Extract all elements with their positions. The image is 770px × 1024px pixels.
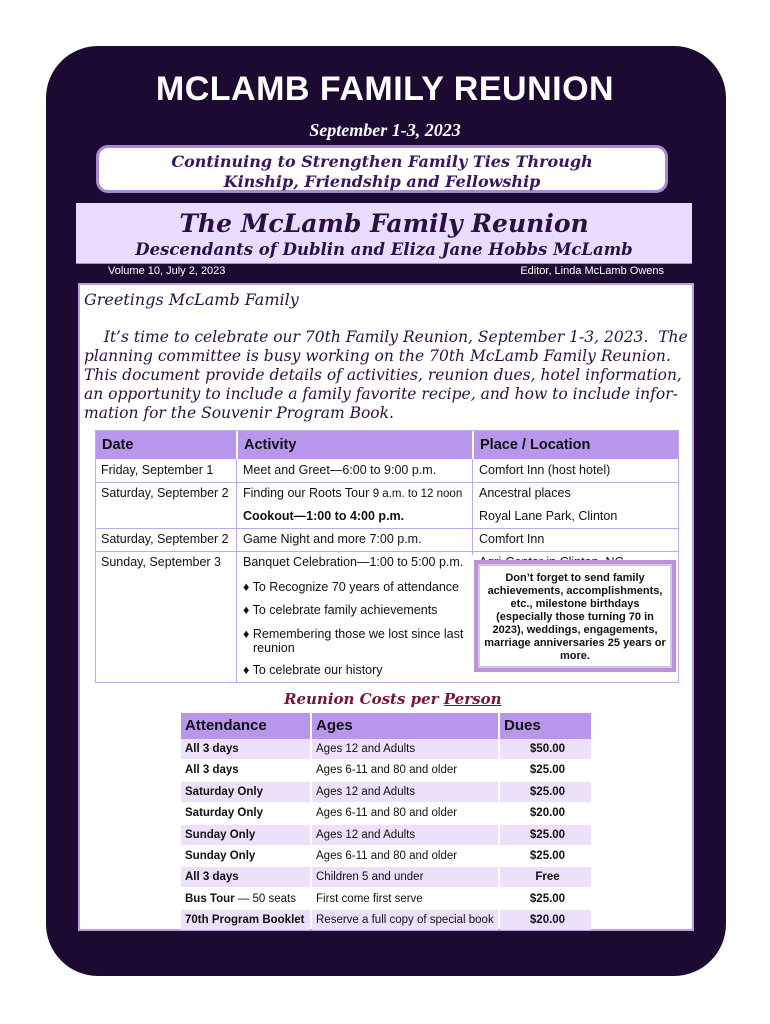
col-header-date: Date [96,431,236,459]
cost-ages: Ages 12 and Adults [312,825,498,845]
cost-ages: Ages 6-11 and 80 and older [316,764,458,777]
table-row [181,867,591,888]
reminder-note: Don’t forget to send family achievements, accomplishments, etc., milestone birthdays (especially those turning 70 in 2023), weddings, engagements, marriage anniversaries 25 years or more. [474,560,676,672]
cost-dues: $25.00 [529,850,566,862]
editor-info: Editor, Linda McLamb Owens [520,265,664,277]
costs-title [284,690,501,708]
cost-attendance: Sunday Only [185,850,256,862]
table-cell: Comfort Inn [479,532,545,546]
costs-title-person: Person [443,690,502,708]
table-row [181,760,591,781]
col-header-dues: Dues [500,713,591,739]
col-header-place: Place / Location [474,431,678,459]
cost-dues: $25.00 [500,782,591,802]
intro-line: mation for the Souvenir Program Book. [84,404,394,422]
col-divider [236,459,237,683]
cost-attendance: Saturday Only [181,782,310,802]
intro-line: planning committee is busy working on the 70th McLamb Family Reunion. [84,347,671,365]
cost-ages: First come first serve [316,892,423,905]
col-header-ages: Ages [312,713,498,739]
row-divider [237,528,678,529]
cost-attendance: 70th Program Booklet [181,910,310,930]
cost-attendance: All 3 days [181,867,310,887]
costs-title-text: Reunion Costs per [284,690,444,708]
col-header-activity: Activity [238,431,472,459]
cost-dues: $20.00 [529,807,566,820]
volume-info: Volume 10, July 2, 2023 [108,265,226,277]
table-cell: Comfort Inn (host hotel) [479,463,611,477]
table-cell: Friday, September 1 [101,463,214,477]
cost-dues: $25.00 [500,825,591,845]
table-cell: Banquet Celebration—1:00 to 5:00 p.m. [243,555,464,569]
cost-dues: $20.00 [500,910,591,930]
banquet-item: ♦ To celebrate our history [243,663,383,677]
intro-line: This document provide details of activities, reunion dues, hotel information, [84,366,682,384]
cost-ages: Ages 12 and Adults [312,739,498,759]
masthead [76,203,692,264]
banquet-item: ♦ To celebrate family achievements [243,603,438,617]
bus-tour-seats: — 50 seats [234,892,296,905]
intro-line: an opportunity to include a family favorite recipe, and how to include infor- [84,385,678,403]
table-cell: Saturday, September 2 [101,532,229,546]
cost-ages: Ages 6-11 and 80 and older [316,807,458,820]
intro-paragraph [84,328,690,423]
masthead-subtitle: Descendants of Dublin and Eliza Jane Hobbs McLamb [135,240,633,259]
col-header-attendance: Attendance [181,713,310,739]
row-divider [96,551,678,552]
table-cell-highlight: Cookout—1:00 to 4:00 p.m. [243,509,405,523]
cost-attendance: Sunday Only [181,825,310,845]
row-divider [96,528,236,529]
cost-ages: Ages 12 and Adults [312,782,498,802]
table-cell: Game Night and more 7:00 p.m. [243,532,422,546]
row-divider [96,482,678,483]
cost-attendance: All 3 days [185,764,239,777]
table-cell: Saturday, September 2 [101,486,229,500]
table-cell: Ancestral places [479,486,571,500]
masthead-title: The McLamb Family Reunion [179,209,589,238]
cost-ages: Reserve a full copy of special book [312,910,498,930]
table-cell: Meet and Greet—6:00 to 9:00 p.m. [243,463,437,477]
activity-time: 9 a.m. to 12 noon [372,488,463,500]
table-cell [238,486,472,500]
banquet-item: ♦ Remembering those we lost since last [243,627,464,641]
bus-tour-label: Bus Tour [185,892,235,905]
cost-ages: Children 5 and under [312,867,498,887]
tagline-box [96,145,668,193]
cost-attendance: All 3 days [181,739,310,759]
table-row [181,782,591,803]
table-cell: Royal Lane Park, Clinton [479,509,618,523]
col-divider [472,459,473,555]
banquet-item: reunion [253,641,295,655]
cost-dues: $25.00 [529,764,566,777]
table-row [181,910,591,931]
intro-line: It’s time to celebrate our 70th Family Reunion, September 1-3, 2023. The [84,328,688,346]
table-cell: Sunday, September 3 [101,555,221,569]
event-dates: September 1-3, 2023 [309,120,461,140]
table-row [181,739,591,760]
cost-dues: $25.00 [529,892,566,905]
tagline-line-1: Continuing to Strengthen Family Ties Through [171,152,593,171]
greeting: Greetings McLamb Family [84,290,299,309]
activity-name: Finding our Roots Tour [243,486,370,500]
cost-attendance: Saturday Only [185,807,263,820]
cost-dues: $50.00 [500,739,591,759]
table-row [181,846,591,867]
table-row [181,825,591,846]
table-row [181,803,591,824]
newsletter-title: MCLAMB FAMILY REUNION [155,70,615,108]
table-row [181,889,591,910]
cost-ages: Ages 6-11 and 80 and older [316,850,458,862]
cost-attendance [181,889,310,909]
banquet-item: ♦ To Recognize 70 years of attendance [243,580,460,594]
tagline-line-2: Kinship, Friendship and Fellowship [223,172,541,191]
cost-dues: Free [500,867,591,887]
